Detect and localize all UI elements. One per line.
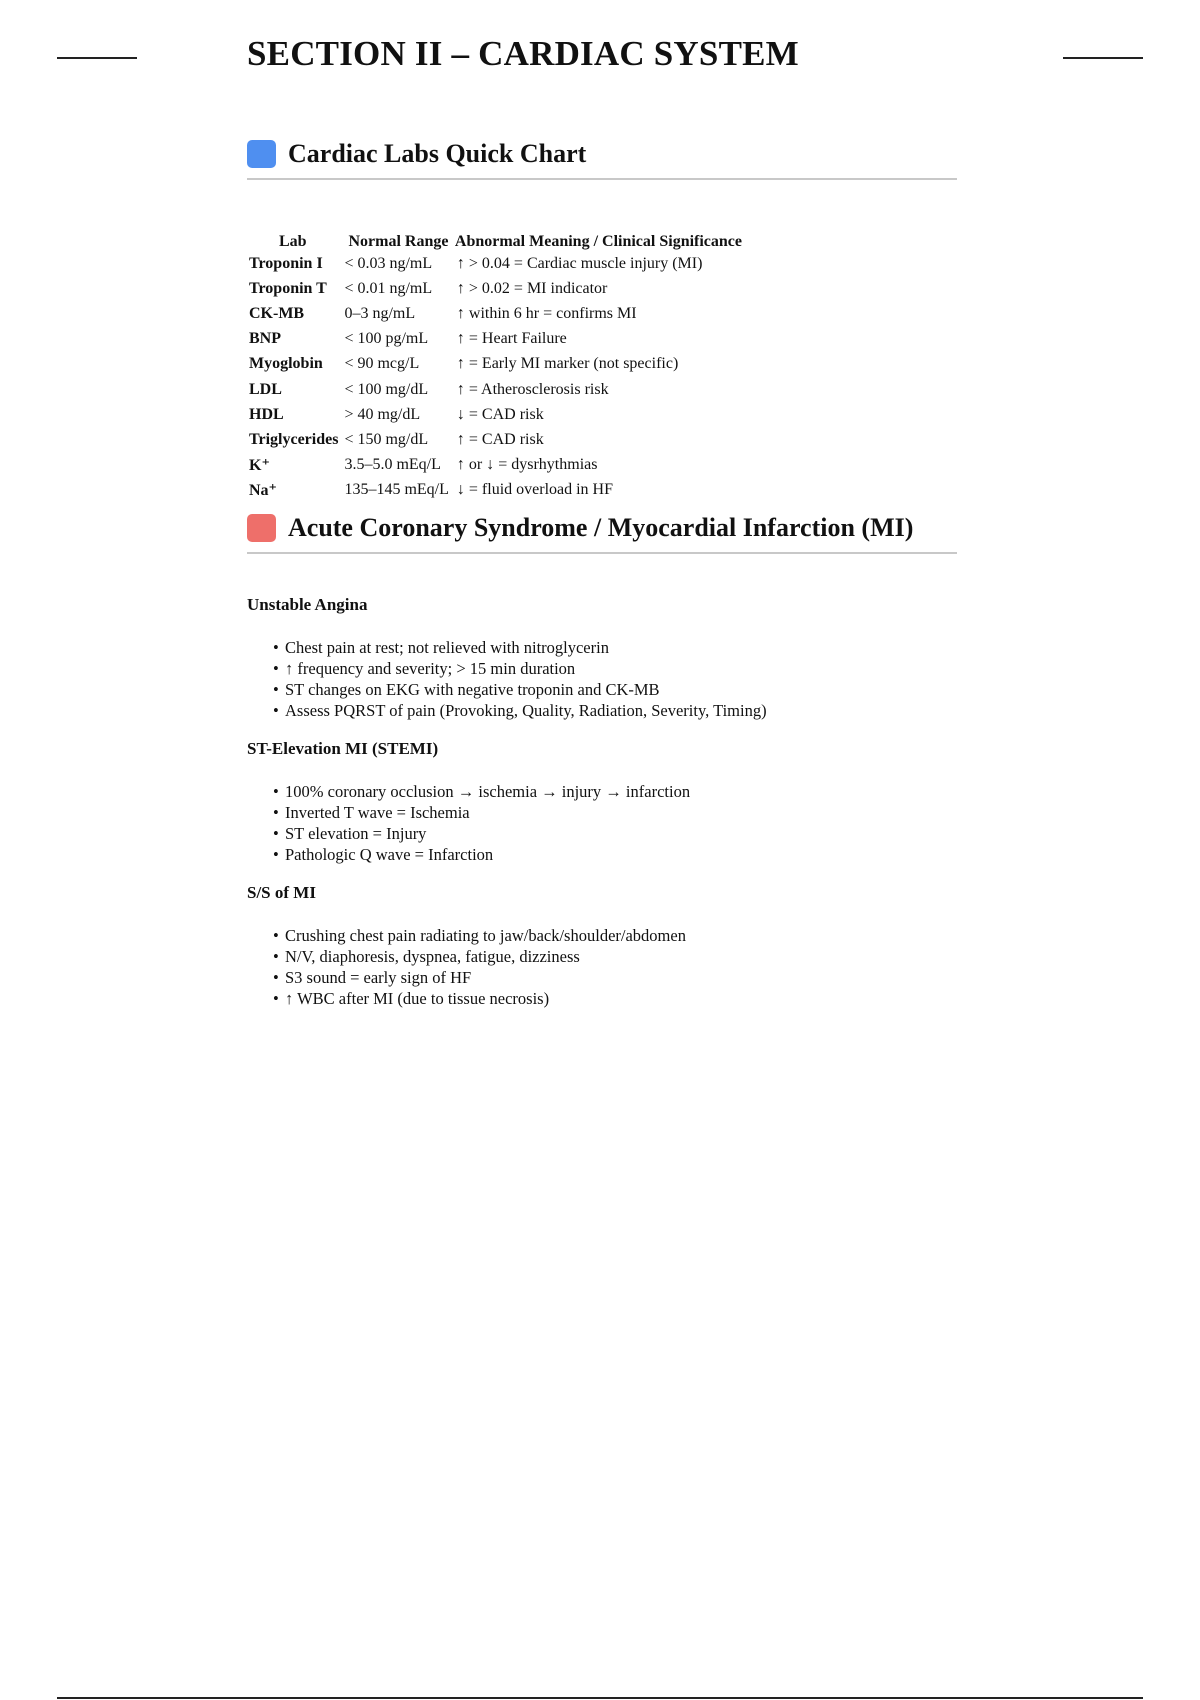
blue-square-icon — [247, 140, 276, 168]
normal-range: 3.5–5.0 mEq/L — [344, 456, 441, 474]
list-item: • N/V, diaphoresis, dyspnea, fatigue, dizziness — [273, 946, 957, 967]
table-row — [247, 427, 746, 452]
header-rule-left — [57, 57, 137, 59]
table-row — [247, 327, 746, 352]
list-item: • ↑ frequency and severity; > 15 min duration — [273, 658, 957, 679]
unstable-angina-list — [247, 637, 957, 721]
normal-range: < 100 mg/dL — [344, 380, 429, 398]
lab-name: K⁺ — [249, 457, 270, 475]
list-item: • Inverted T wave = Ischemia — [273, 802, 957, 823]
abnormal-meaning: ↑ = Atherosclerosis risk — [456, 380, 609, 398]
subsection-title-unstable-angina: Unstable Angina — [247, 594, 368, 614]
normal-range: < 100 pg/mL — [344, 330, 429, 348]
lab-name: Myoglobin — [249, 355, 323, 373]
lab-name: Troponin T — [249, 279, 327, 297]
normal-range: < 150 mg/dL — [344, 430, 429, 448]
list-item: • 100% coronary occlusion → ischemia → injury → infarction — [273, 781, 957, 802]
table-header-row — [247, 226, 746, 251]
lab-name: CK-MB — [249, 304, 305, 322]
cardiac-labs-table — [247, 226, 746, 503]
list-item: • Pathologic Q wave = Infarction — [273, 844, 957, 865]
abnormal-meaning: ↑ = Heart Failure — [456, 330, 567, 348]
lab-name: Triglycerides — [249, 430, 339, 448]
column-header-lab: Lab — [278, 233, 307, 250]
table-row — [247, 478, 746, 503]
lab-name: BNP — [249, 330, 281, 348]
list-item: • Assess PQRST of pain (Provoking, Quality, Radiation, Severity, Timing) — [273, 700, 957, 721]
abnormal-meaning: ↓ = CAD risk — [456, 405, 544, 423]
table-row — [247, 251, 746, 276]
labs-section-heading — [247, 139, 957, 180]
normal-range: < 0.03 ng/mL — [344, 254, 433, 272]
acs-section-title: Acute Coronary Syndrome / Myocardial Infarction (MI) — [288, 512, 914, 542]
page-content — [247, 30, 957, 1009]
list-item: • ↑ WBC after MI (due to tissue necrosis) — [273, 988, 957, 1009]
header-rule-right — [1063, 57, 1143, 59]
stemi-list — [247, 781, 957, 865]
normal-range: 135–145 mEq/L — [344, 481, 449, 499]
normal-range: < 90 mcg/L — [344, 355, 420, 373]
red-square-icon — [247, 514, 276, 542]
normal-range: 0–3 ng/mL — [344, 304, 416, 322]
lab-name: Troponin I — [249, 254, 323, 272]
table-row — [247, 453, 746, 478]
list-item: • ST changes on EKG with negative troponin and CK-MB — [273, 679, 957, 700]
column-header-normal-range: Normal Range — [348, 233, 449, 250]
table-row — [247, 301, 746, 326]
subsection-title-ss-of-mi: S/S of MI — [247, 882, 316, 902]
abnormal-meaning: ↑ within 6 hr = confirms MI — [456, 304, 637, 322]
normal-range: < 0.01 ng/mL — [344, 279, 433, 297]
column-header-abnormal-meaning: Abnormal Meaning / Clinical Significance — [454, 233, 743, 250]
table-row — [247, 377, 746, 402]
abnormal-meaning: ↑ = Early MI marker (not specific) — [456, 355, 679, 373]
abnormal-meaning: ↑ = CAD risk — [456, 430, 544, 448]
lab-name: HDL — [249, 405, 284, 423]
abnormal-meaning: ↑ or ↓ = dysrhythmias — [456, 456, 598, 474]
table-row — [247, 352, 746, 377]
lab-name: Na⁺ — [249, 482, 277, 500]
lab-name: LDL — [249, 380, 282, 398]
table-row — [247, 402, 746, 427]
list-item: • Crushing chest pain radiating to jaw/back/shoulder/abdomen — [273, 925, 957, 946]
ss-of-mi-list — [247, 925, 957, 1009]
list-item: • Chest pain at rest; not relieved with nitroglycerin — [273, 637, 957, 658]
acs-section-heading — [247, 513, 957, 554]
abnormal-meaning: ↓ = fluid overload in HF — [456, 481, 614, 499]
normal-range: > 40 mg/dL — [344, 405, 421, 423]
page-title: SECTION II – CARDIAC SYSTEM — [247, 34, 799, 73]
table-row — [247, 276, 746, 301]
subsection-title-stemi: ST-Elevation MI (STEMI) — [247, 738, 439, 758]
abnormal-meaning: ↑ > 0.02 = MI indicator — [456, 279, 608, 297]
list-item: • ST elevation = Injury — [273, 823, 957, 844]
abnormal-meaning: ↑ > 0.04 = Cardiac muscle injury (MI) — [456, 254, 703, 272]
labs-section-title: Cardiac Labs Quick Chart — [288, 139, 587, 168]
footer-rule — [57, 1697, 1143, 1699]
list-item: • S3 sound = early sign of HF — [273, 967, 957, 988]
